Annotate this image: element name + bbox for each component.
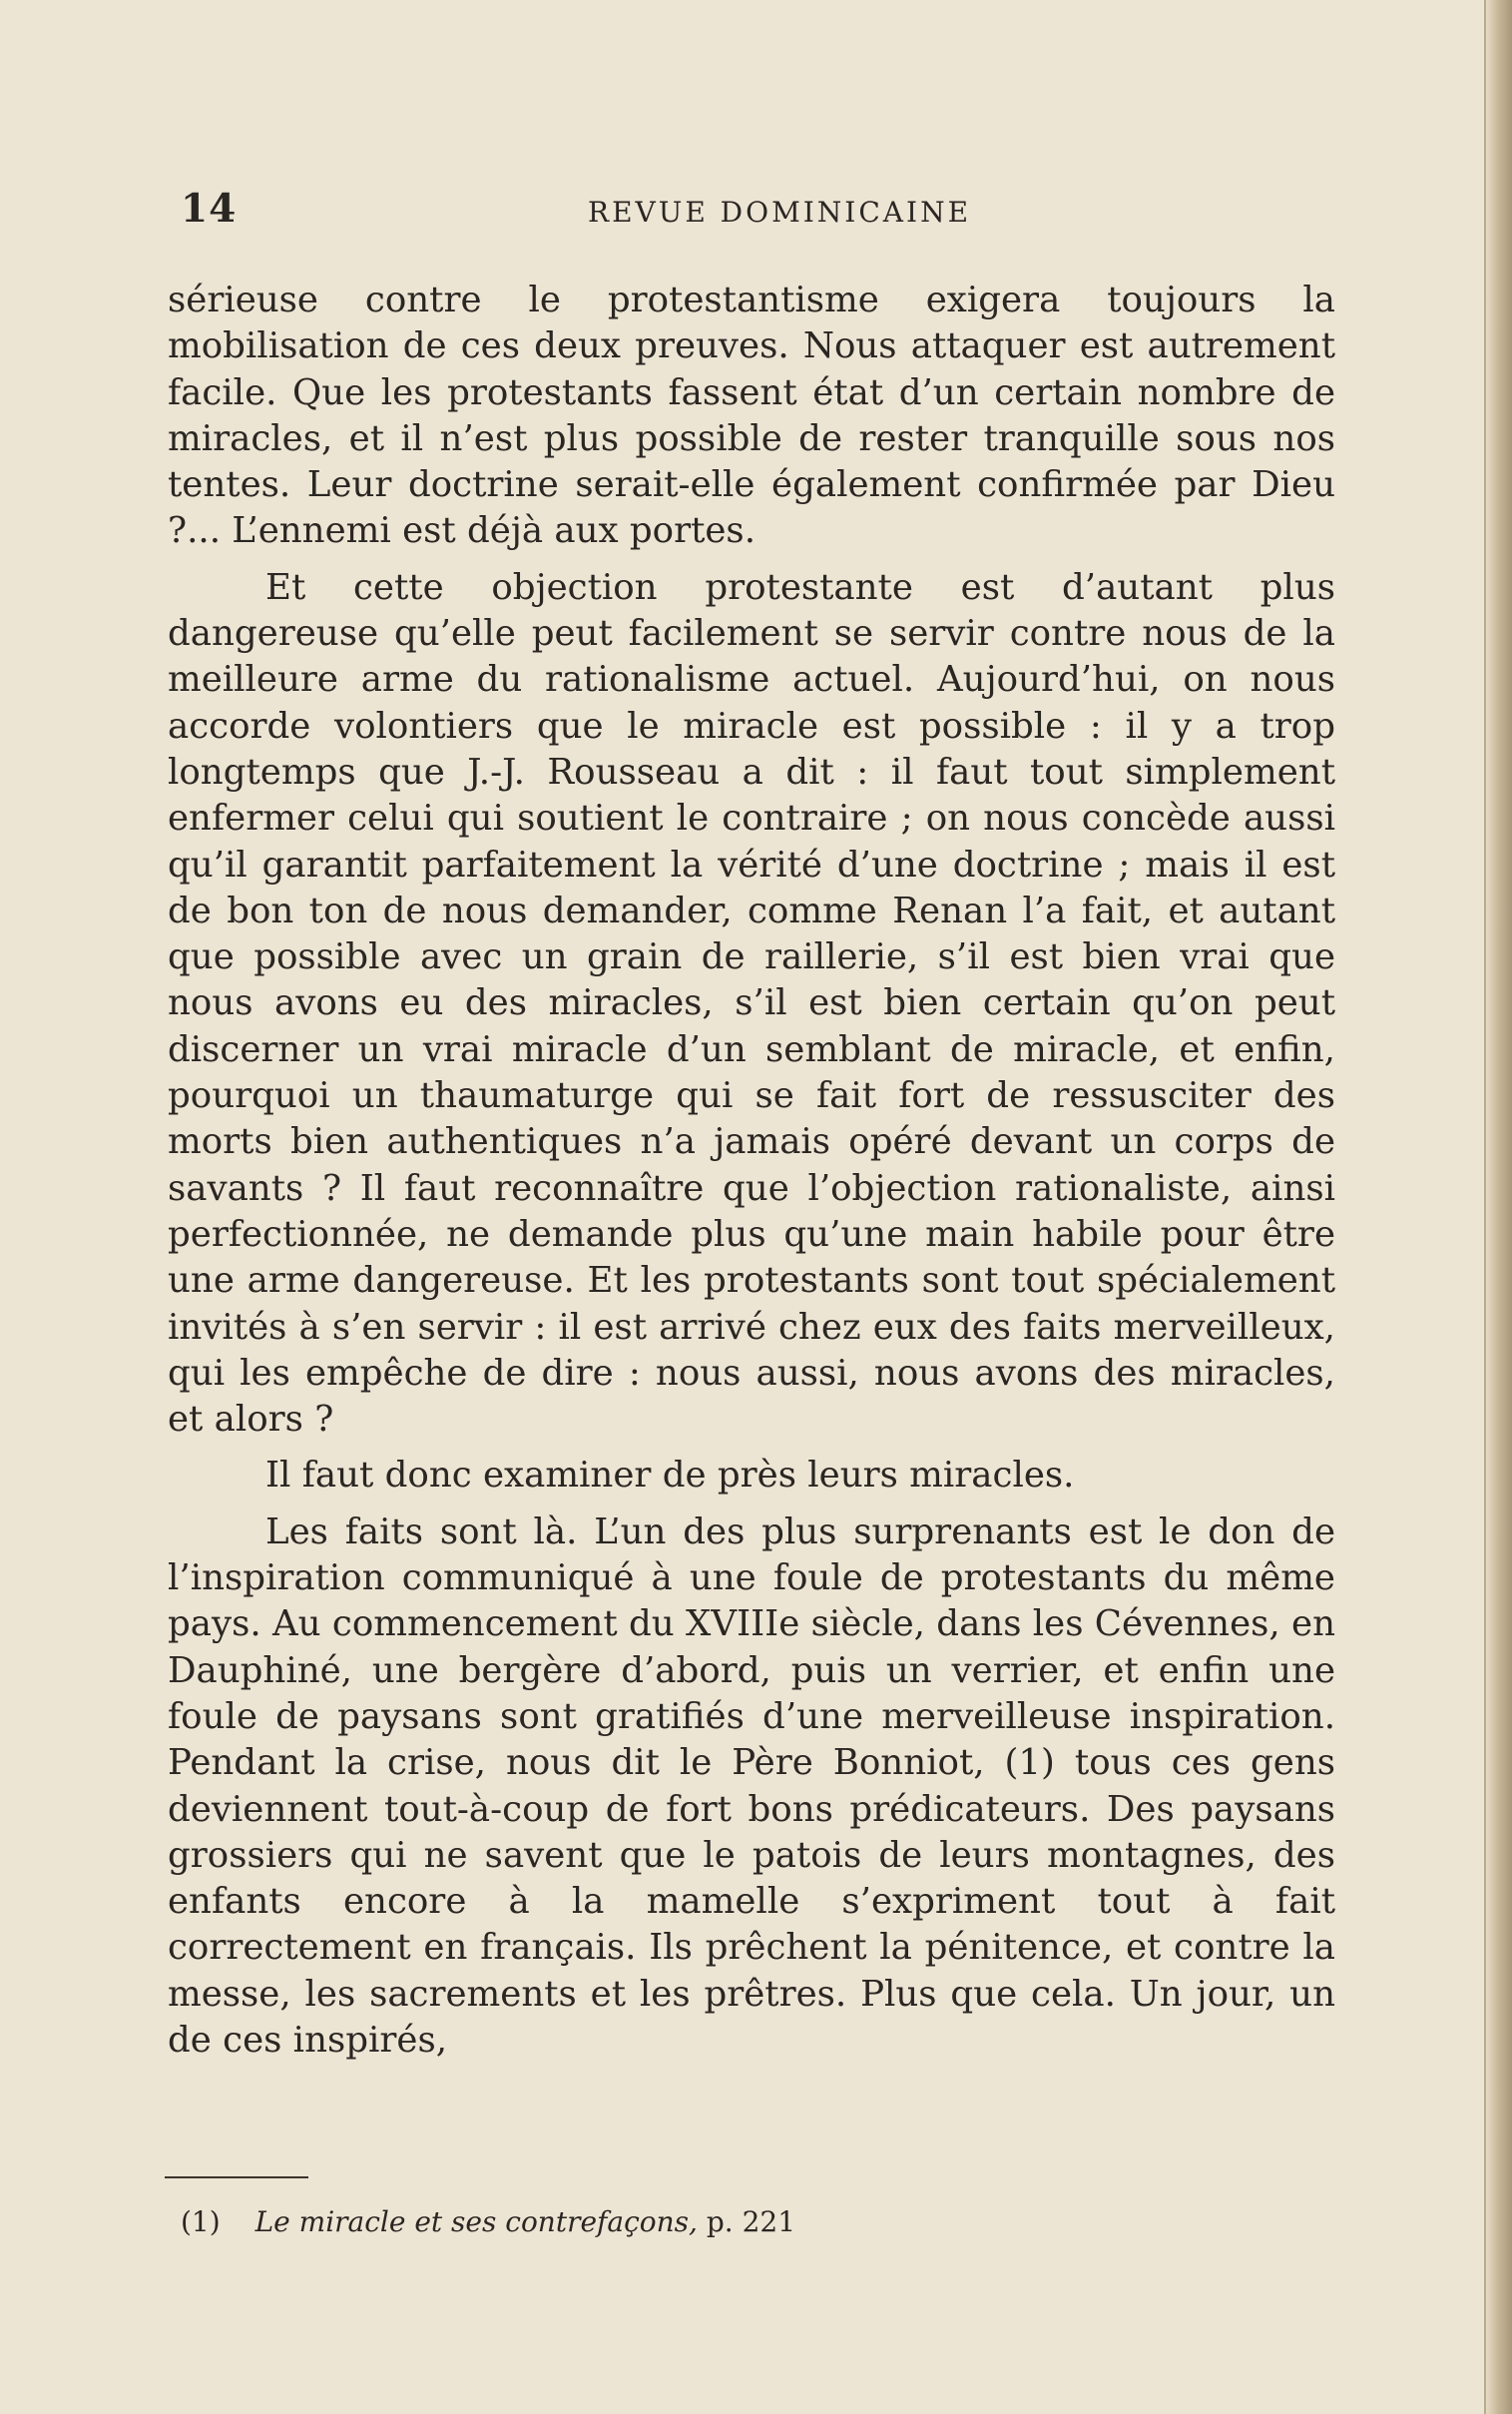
page-header: [181, 178, 1338, 248]
paragraph-continuation: sérieuse contre le protestantisme exigera toujours la mobilisation de ces deux preuves. Nous attaquer est autrement facile. Que les protestants fassent état d’un certain nombre de miracles, et il n’est plus possible de rester tranquille sous nos tentes. Leur doctrine serait-elle également confirmée par Dieu ?... L’ennemi est déjà aux portes.: [168, 280, 1335, 552]
running-title: REVUE DOMINICAINE: [587, 196, 972, 229]
footnote-marker: (1): [181, 2205, 221, 2238]
footnote-page: p. 221: [706, 2205, 796, 2238]
paragraph-examine: Il faut donc examiner de près leurs miracles.: [265, 1455, 1075, 1497]
page-edge: [1486, 0, 1512, 2414]
footnote: [181, 2204, 795, 2240]
paragraph-facts: Les faits sont là. L’un des plus surprenants est le don de l’inspiration communiqué à une foule de protestants du même pays. Au commencement du XVIIIe siècle, dans les Cévennes, en Dauphiné, une bergère d’abord, puis un verrier, et enfin une foule de paysans sont gratifiés d’une merveilleuse inspiration. Pendant la crise, nous dit le Père Bonniot, (1) tous ces gens deviennent tout-à-coup de fort bons prédicateurs. Des paysans grossiers qui ne savent que le patois de leurs montagnes, des enfants encore à la mamelle s’expriment tout à fait correctement en français. Ils prêchent la pénitence, et contre la messe, les sacrements et les prêtres. Plus que cela. Un jour, un de ces inspirés,: [168, 1510, 1335, 2061]
footnote-rule: [165, 2176, 308, 2178]
footnote-work-title: Le miracle et ses contrefaçons,: [254, 2205, 698, 2238]
page-number: 14: [181, 186, 238, 232]
body-text: [168, 278, 1335, 2074]
paragraph-objection: Et cette objection protestante est d’autant plus dangereuse qu’elle peut facilement se servir contre nous de la meilleure arme du rationalisme actuel. Aujourd’hui, on nous accorde volontiers que le miracle est possible : il y a trop longtemps que J.-J. Rousseau a dit : il faut tout simplement enfermer celui qui soutient le contraire ; on nous concède aussi qu’il garantit parfaitement la vérité d’une doctrine ; mais il est de bon ton de nous demander, comme Renan l’a fait, et autant que possible avec un grain de raillerie, s’il est bien vrai que nous avons eu des miracles, s’il est bien certain qu’on peut discerner un vrai miracle d’un semblant de miracle, et enfin, pourquoi un thaumaturge qui se fait fort de ressusciter des morts bien authentiques n’a jamais opéré devant un corps de savants ? Il faut reconnaître que l’objection rationaliste, ainsi perfectionnée, ne demande plus qu’une main habile pour être une arme dangereuse. Et les protestants sont tout spécialement invités à s’en servir : il est arrivé chez eux des faits merveilleux, qui les empêche de dire : nous aussi, nous avons des miracles, et alors ?: [168, 566, 1335, 1441]
